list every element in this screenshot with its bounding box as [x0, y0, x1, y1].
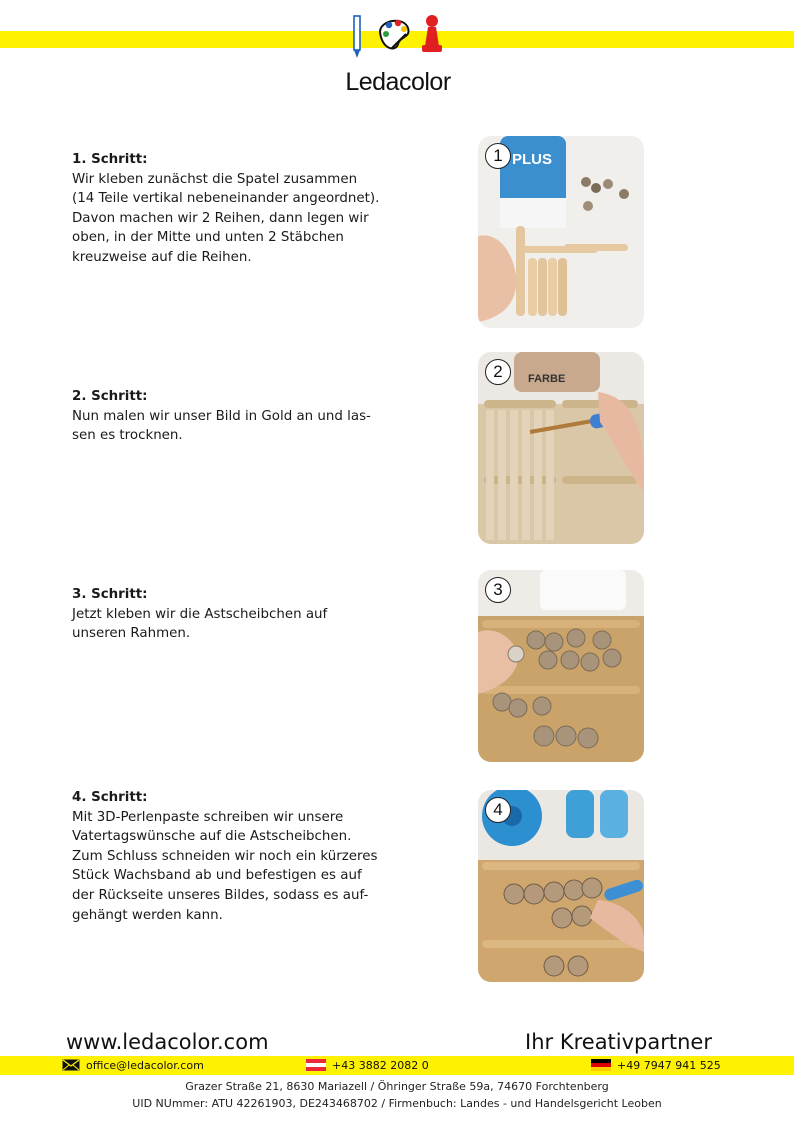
step-4-line: Stück Wachsband ab und befestigen es auf	[72, 868, 362, 884]
step-3-text	[72, 585, 382, 644]
logo-wordmark: Ledacolor	[345, 68, 451, 96]
step-2-number-badge: 2	[485, 359, 511, 385]
step-4-photo	[478, 790, 644, 982]
step-3-number-badge: 3	[485, 577, 511, 603]
website-link[interactable]: www.ledacolor.com	[66, 1030, 269, 1054]
step-3-title: 3. Schritt:	[72, 587, 148, 602]
glue-bottle-label: PLUS	[512, 151, 553, 168]
step-1-line: Davon machen wir 2 Reihen, dann legen wir	[72, 210, 369, 226]
step-4-title: 4. Schritt:	[72, 790, 148, 805]
step-4-line: Mit 3D-Perlenpaste schreiben wir unsere	[72, 809, 344, 825]
phone-austria-text: +43 3882 2082 0	[332, 1059, 429, 1072]
step-3-photo	[478, 570, 644, 762]
paint-jar-label: FARBE	[528, 373, 566, 385]
company-legal-info: UID NUmmer: ATU 42261903, DE243468702 / Firmenbuch: Landes - und Handelsgericht Leoben	[132, 1097, 662, 1110]
step-1-title: 1. Schritt:	[72, 152, 148, 167]
company-address: Grazer Straße 21, 8630 Mariazell / Öhringer Straße 59a, 74670 Forchtenberg	[185, 1080, 609, 1093]
step-3-line: Jetzt kleben wir die Astscheibchen auf	[72, 606, 328, 622]
ledacolor-logo[interactable]	[340, 12, 456, 96]
step-1-text	[72, 150, 382, 268]
step-3-line: unseren Rahmen.	[72, 626, 191, 642]
step-4-line: Vatertagswünsche auf die Astscheibchen.	[72, 829, 352, 845]
step-1-line: oben, in der Mitte und unten 2 Stäbchen	[72, 230, 344, 246]
email-contact[interactable]	[62, 1056, 204, 1075]
slogan: Ihr Kreativpartner	[525, 1030, 712, 1054]
envelope-icon	[62, 1059, 80, 1071]
step-1-line: kreuzweise auf die Reihen.	[72, 249, 252, 265]
austria-flag-icon	[306, 1059, 326, 1071]
step-2-photo	[478, 352, 644, 544]
step-4-number-badge: 4	[485, 797, 511, 823]
step-1-line: Wir kleben zunächst die Spatel zusammen	[72, 171, 358, 187]
phone-germany[interactable]	[591, 1056, 721, 1075]
logo-art-icon	[346, 12, 450, 60]
step-1-number-badge: 1	[485, 143, 511, 169]
step-2-line: sen es trocknen.	[72, 428, 183, 444]
step-1-line: (14 Teile vertikal nebeneinander angeordnet).	[72, 191, 380, 207]
step-4-line: der Rückseite unseres Bildes, sodass es auf-	[72, 887, 369, 903]
email-text: office@ledacolor.com	[86, 1059, 204, 1072]
step-2-text	[72, 387, 382, 446]
step-1-photo	[478, 136, 644, 328]
step-4-line: gehängt werden kann.	[72, 907, 223, 923]
phone-germany-text: +49 7947 941 525	[617, 1059, 721, 1072]
step-2-line: Nun malen wir unser Bild in Gold an und las-	[72, 408, 371, 424]
step-4-text	[72, 788, 382, 925]
step-4-line: Zum Schluss schneiden wir noch ein kürzeres	[72, 848, 378, 864]
phone-austria[interactable]	[306, 1056, 429, 1075]
step-2-title: 2. Schritt:	[72, 389, 148, 404]
germany-flag-icon	[591, 1059, 611, 1071]
